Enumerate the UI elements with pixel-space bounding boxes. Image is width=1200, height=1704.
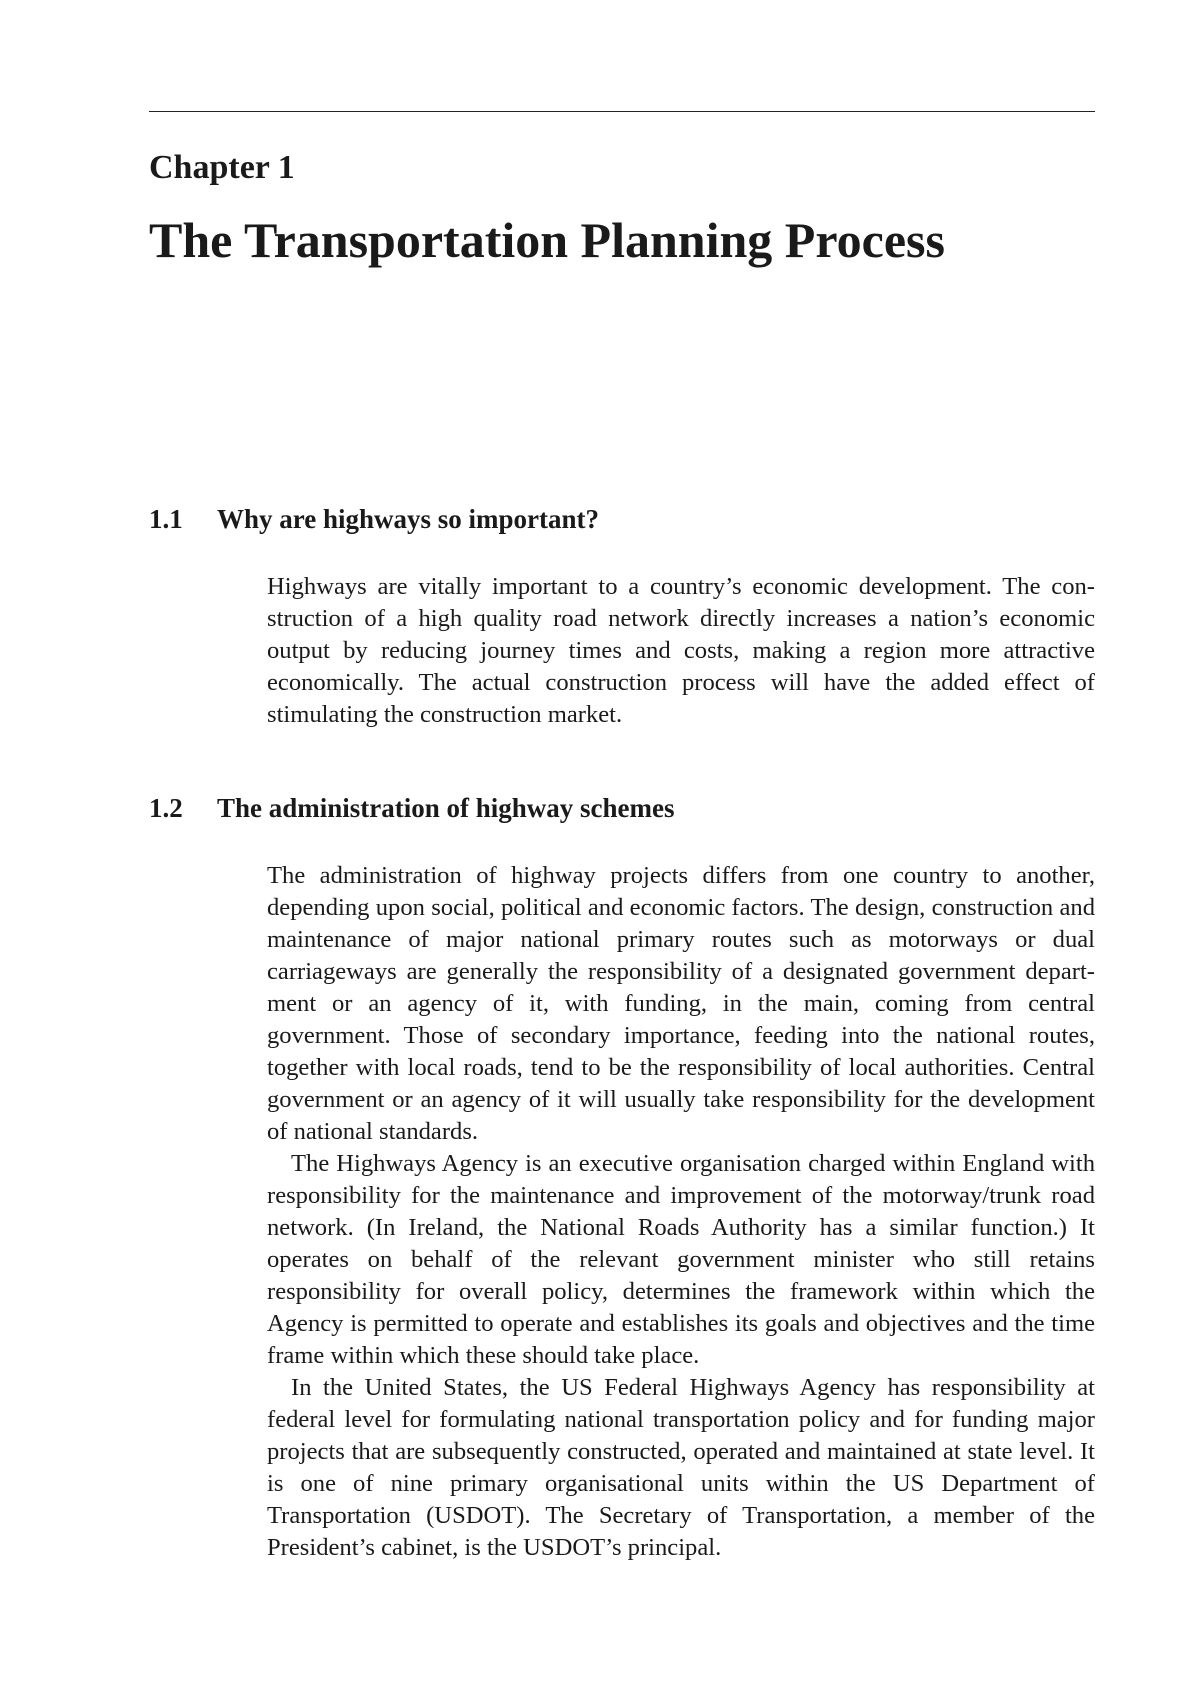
section-body-1-1	[267, 571, 1095, 731]
section-body-1-2	[267, 860, 1095, 1564]
chapter-label: Chapter 1	[149, 149, 295, 186]
section-title: Why are highways so important?	[217, 504, 600, 534]
paragraph: In the United States, the US Federal Highways Agency has responsibility at federal level for formulating national transportation policy and for funding major projects that are subsequently constructed, operated and maintained at state level. It is one of nine primary organisational units within the US Department of Transportation (USDOT). The Secretary of Transportation, a member of the President’s cabinet, is the USDOT’s principal.	[267, 1374, 1095, 1561]
section-heading-1-2	[149, 792, 675, 824]
section-number: 1.2	[149, 793, 183, 823]
paragraph: Highways are vitally important to a country’s economic development. The construction of a high quality road network directly increases a nation’s economic output by reducing journey times and costs, making a region more attractive economically. The actual construction process will have the added effect of stimulating the construction market.	[267, 573, 1095, 728]
paragraph: The Highways Agency is an executive organisation charged within England with responsibility for the maintenance and improvement of the motorway/trunk road network. (In Ireland, the National Roads Authority has a similar function.) It operates on behalf of the relevant government minister who still retains responsibility for overall policy, determines the framework within which the Agency is permitted to operate and establishes its goals and objectives and the time frame within which these should take place.	[267, 1150, 1095, 1369]
section-heading-1-1	[149, 503, 599, 535]
section-title: The administration of highway schemes	[217, 793, 675, 823]
top-rule	[149, 111, 1095, 112]
chapter-title: The Transportation Planning Process	[149, 212, 945, 268]
paragraph: The administration of highway projects differs from one country to another, depending upon social, political and economic factors. The design, construction and maintenance of major national primary routes such as motorways or dual carriageways are generally the responsibility of a designated government department or an agency of it, with funding, in the main, coming from central government. Those of secondary importance, feeding into the national routes, together with local roads, tend to be the responsibility of local authorities. Central government or an agency of it will usually take responsibility for the development of national standards.	[267, 862, 1095, 1145]
section-number: 1.1	[149, 504, 183, 534]
